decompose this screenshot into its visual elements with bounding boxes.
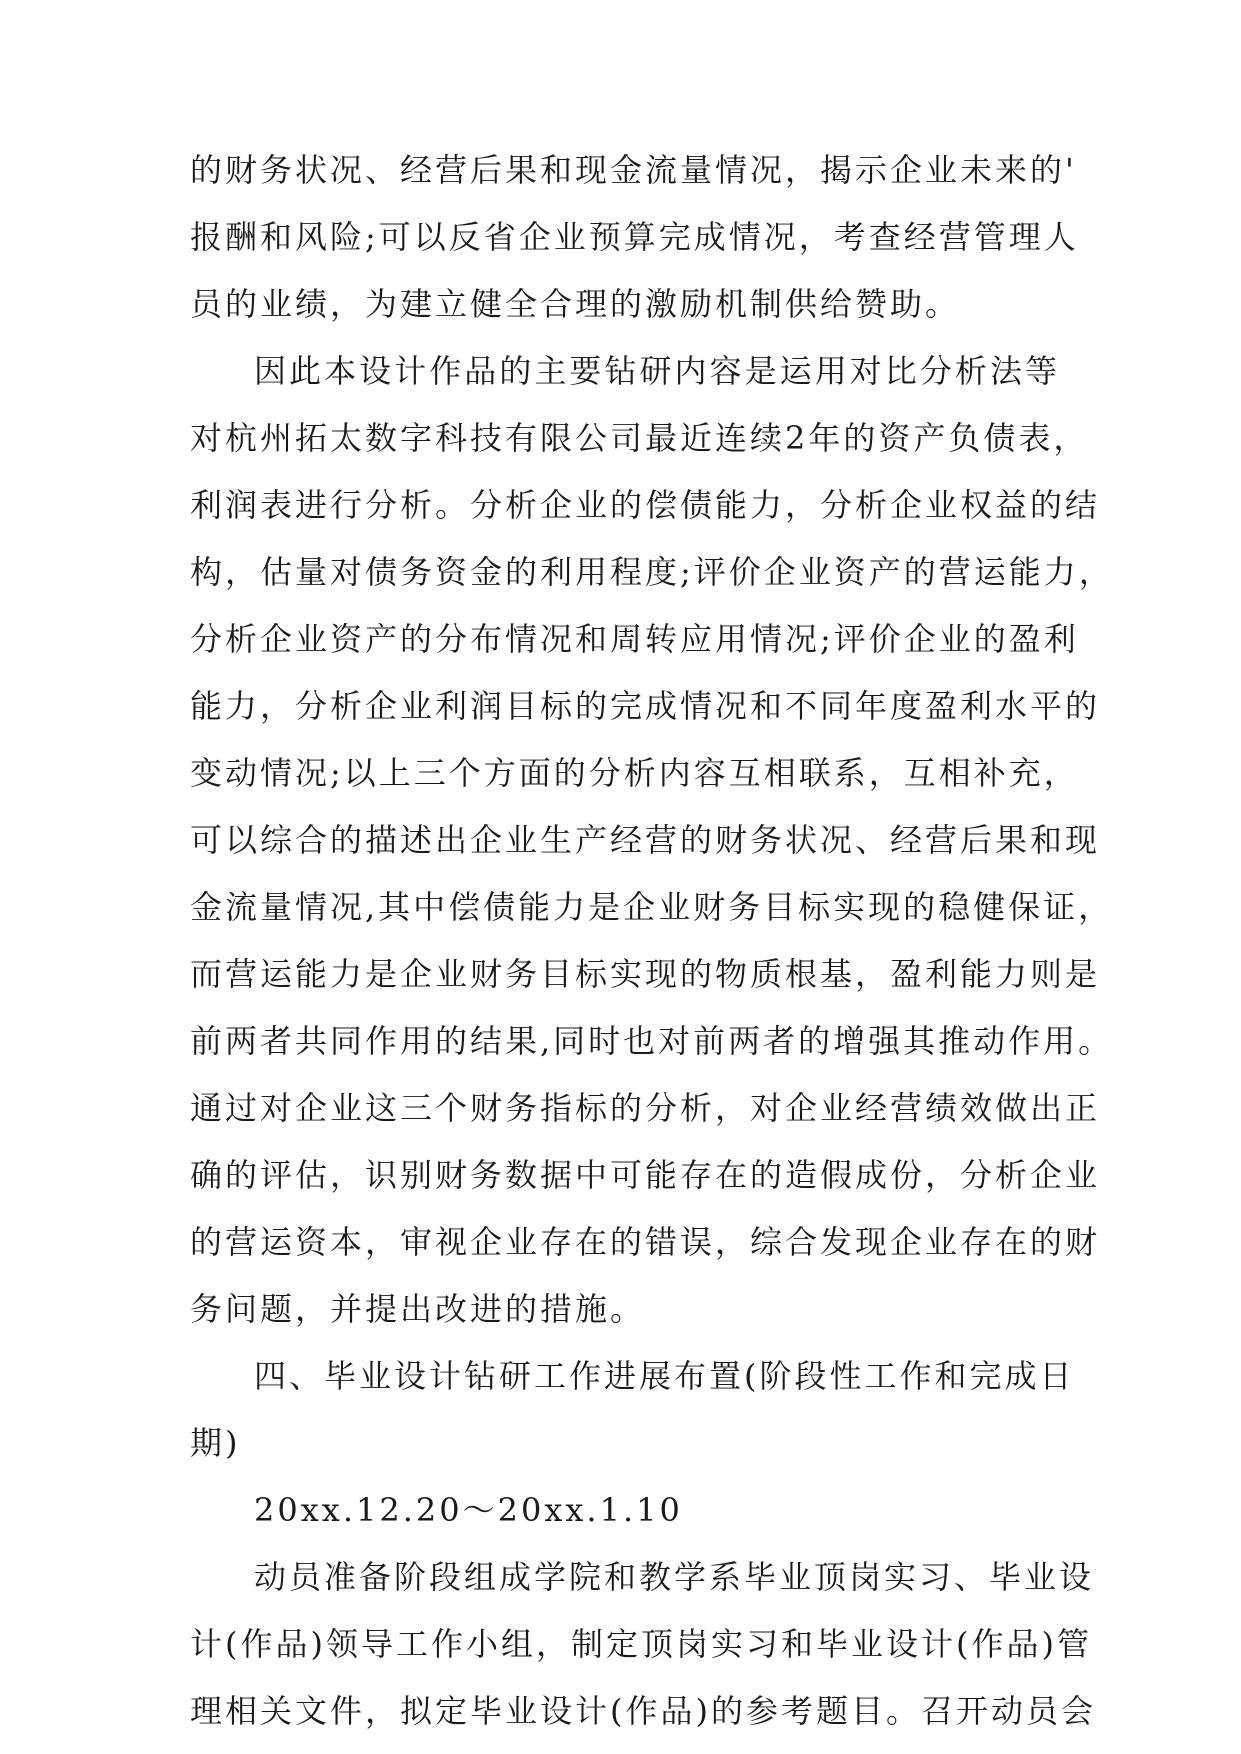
date-range: 20xx.12.20～20xx.1.10 <box>254 1491 683 1529</box>
paragraph-first-line: 因此本设计作品的主要钻研内容是运用对比分析法等 <box>254 352 1060 390</box>
section-heading: 四、毕业设计钻研工作进展布置(阶段性工作和完成日 <box>254 1357 1075 1395</box>
text-line: 员的业绩，为建立健全合理的激励机制供给赞助。 <box>190 285 961 323</box>
text-line: 可以综合的描述出企业生产经营的财务状况、经营后果和现 <box>190 821 1101 859</box>
text-line: 计(作品)领导工作小组，制定顶岗实习和毕业设计(作品)管 <box>190 1625 1092 1663</box>
text-line: 务问题，并提出改进的措施。 <box>190 1290 646 1328</box>
text-line: 通过对企业这三个财务指标的分析，对企业经营绩效做出正 <box>190 1089 1101 1127</box>
text-line: 而营运能力是企业财务目标实现的物质根基，盈利能力则是 <box>190 955 1101 993</box>
text-line: 金流量情况,其中偿债能力是企业财务目标实现的稳健保证， <box>190 888 1114 926</box>
text-line: 报酬和风险;可以反省企业预算完成情况，考查经营管理人 <box>190 218 1079 256</box>
text-line: 分析企业资产的分布情况和周转应用情况;评价企业的盈利 <box>190 620 1079 658</box>
text-line: 变动情况;以上三个方面的分析内容互相联系，互相补充， <box>190 754 1079 792</box>
text-line: 构，估量对债务资金的利用程度;评价企业资产的营运能力， <box>190 553 1114 591</box>
text-line: 确的评估，识别财务数据中可能存在的造假成份，分析企业 <box>190 1156 1101 1194</box>
text-line: 对杭州拓太数字科技有限公司最近连续2年的资产负债表， <box>190 419 1089 457</box>
text-line: 的财务状况、经营后果和现金流量情况，揭示企业未来的' <box>190 151 1077 189</box>
text-line: 前两者共同作用的结果,同时也对前两者的增强其推动作用。 <box>190 1022 1114 1060</box>
text-line: 的营运资本，审视企业存在的错误，综合发现企业存在的财 <box>190 1223 1101 1261</box>
text-line: 能力，分析企业利润目标的完成情况和不同年度盈利水平的 <box>190 687 1101 725</box>
section-heading-continued: 期) <box>190 1424 241 1462</box>
text-line: 利润表进行分析。分析企业的偿债能力，分析企业权益的结 <box>190 486 1101 524</box>
paragraph-first-line: 动员准备阶段组成学院和教学系毕业顶岗实习、毕业设 <box>254 1558 1095 1596</box>
text-line: 理相关文件，拟定毕业设计(作品)的参考题目。召开动员会 <box>190 1692 1096 1730</box>
